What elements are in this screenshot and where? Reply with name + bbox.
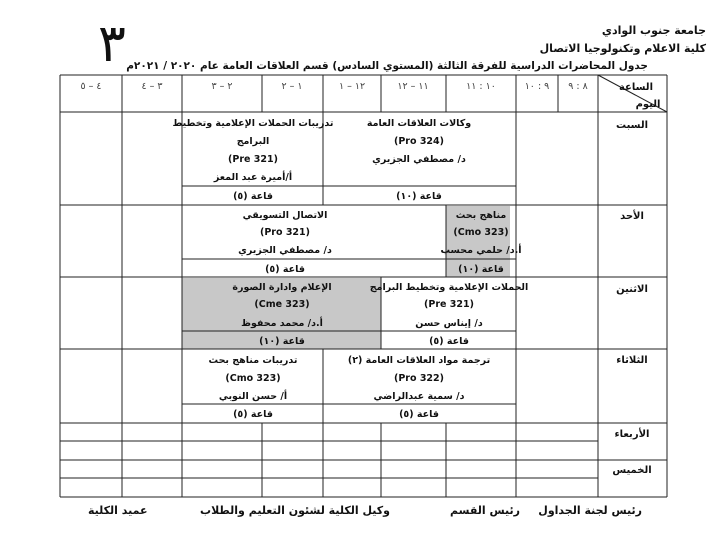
university-name: جامعة جنوب الوادي xyxy=(601,24,706,37)
signature-dept-head: رئيس القسم xyxy=(450,504,520,517)
tue-2-code: (Cmo 323) xyxy=(225,373,281,384)
mon-1-room: قاعة (٥) xyxy=(429,336,469,347)
mon-1-instructor: د/ إيناس حسن xyxy=(415,318,483,329)
tue-1-instructor: د/ سمية عبدالراضي xyxy=(373,391,465,402)
tue-2-room: قاعة (٥) xyxy=(233,409,273,420)
sun-2-instructor: د/ مصطفي الجزيري xyxy=(238,245,332,256)
day-wednesday: الأربعاء xyxy=(614,429,650,440)
time-slot-4: ١١ – ١٢ xyxy=(397,81,429,92)
sat-1-room: قاعة (١٠) xyxy=(396,191,442,202)
sun-2-room: قاعة (٥) xyxy=(265,264,305,275)
mon-1-course: الحملات الإعلامية وتخطيط البرامج xyxy=(369,282,529,293)
sun-1-room: قاعة (١٠) xyxy=(458,264,504,275)
level-number: ٣ xyxy=(98,14,126,74)
sat-2-course-cont: البرامج xyxy=(236,136,270,147)
time-slot-1: ٨ : ٩ xyxy=(568,81,588,92)
time-slot-2: ٩ : ١٠ xyxy=(524,81,550,92)
signature-committee-head: رئيس لجنة الجداول xyxy=(538,504,642,517)
mon-2-instructor: أ.د/ محمد محفوظ xyxy=(241,318,323,329)
time-slot-7: ٢ – ٣ xyxy=(211,81,233,92)
day-saturday: السبت xyxy=(615,120,649,131)
tue-2-instructor: أ/ حسن النوبي xyxy=(218,391,288,402)
day-sunday: الأحد xyxy=(620,211,644,222)
tue-1-room: قاعة (٥) xyxy=(399,409,439,420)
tue-2-course: تدريبات مناهج بحث xyxy=(208,355,298,366)
sat-1-course: وكالات العلاقات العامة xyxy=(366,118,472,129)
sun-1-course: مناهج بحث xyxy=(455,210,507,221)
sun-1-instructor: أ.د/ حلمي محسب xyxy=(440,245,522,256)
sat-2-code: (Pre 321) xyxy=(228,154,278,165)
sat-1-instructor: د/ مصطفي الجزيري xyxy=(372,154,466,165)
faculty-name: كلية الاعلام وتكنولوجيا الاتصال xyxy=(539,42,706,55)
day-tuesday: الثلاثاء xyxy=(616,355,648,366)
time-slot-6: ١ – ٢ xyxy=(281,81,303,92)
day-monday: الاثنين xyxy=(616,284,648,295)
tue-1-course: ترجمة مواد العلاقات العامة (٢) xyxy=(347,355,491,366)
tue-1-code: (Pro 322) xyxy=(394,373,444,384)
signature-dean: عميد الكلية xyxy=(88,504,148,517)
time-slot-9: ٤ – ٥ xyxy=(80,81,102,92)
mon-2-code: (Cme 323) xyxy=(254,299,310,310)
signature-vice-dean: وكيل الكلية لشئون التعليم والطلاب xyxy=(200,504,390,517)
corner-time-label: الساعة xyxy=(618,82,654,93)
time-slot-8: ٣ – ٤ xyxy=(141,81,163,92)
time-slot-5: ١٢ – ١ xyxy=(338,81,366,92)
schedule-title: جدول المحاضرات الدراسية للفرقة الثالثة (المستوي السادس) قسم العلاقات العامة عام ٢٠٢٠ / ٢٠٢١م xyxy=(126,60,648,72)
sat-2-room: قاعة (٥) xyxy=(233,191,273,202)
mon-2-room: قاعة (١٠) xyxy=(259,336,305,347)
mon-2-course: الإعلام وادارة الصورة xyxy=(232,282,332,293)
sun-2-course: الاتصال التسويقي xyxy=(242,210,328,221)
sat-1-code: (Pro 324) xyxy=(394,136,444,147)
mon-1-code: (Pre 321) xyxy=(424,299,474,310)
sun-2-code: (Pro 321) xyxy=(260,227,310,238)
day-thursday: الخميس xyxy=(612,465,652,476)
corner-day-label: اليوم xyxy=(635,99,661,110)
sat-2-course: تدريبات الحملات الإعلامية وتخطيط xyxy=(172,118,334,129)
sun-1-code: (Cmo 323) xyxy=(453,227,509,238)
time-slot-3: ١٠ : ١١ xyxy=(466,81,496,92)
sat-2-instructor: أ/أميرة عبد المعز xyxy=(213,172,293,183)
